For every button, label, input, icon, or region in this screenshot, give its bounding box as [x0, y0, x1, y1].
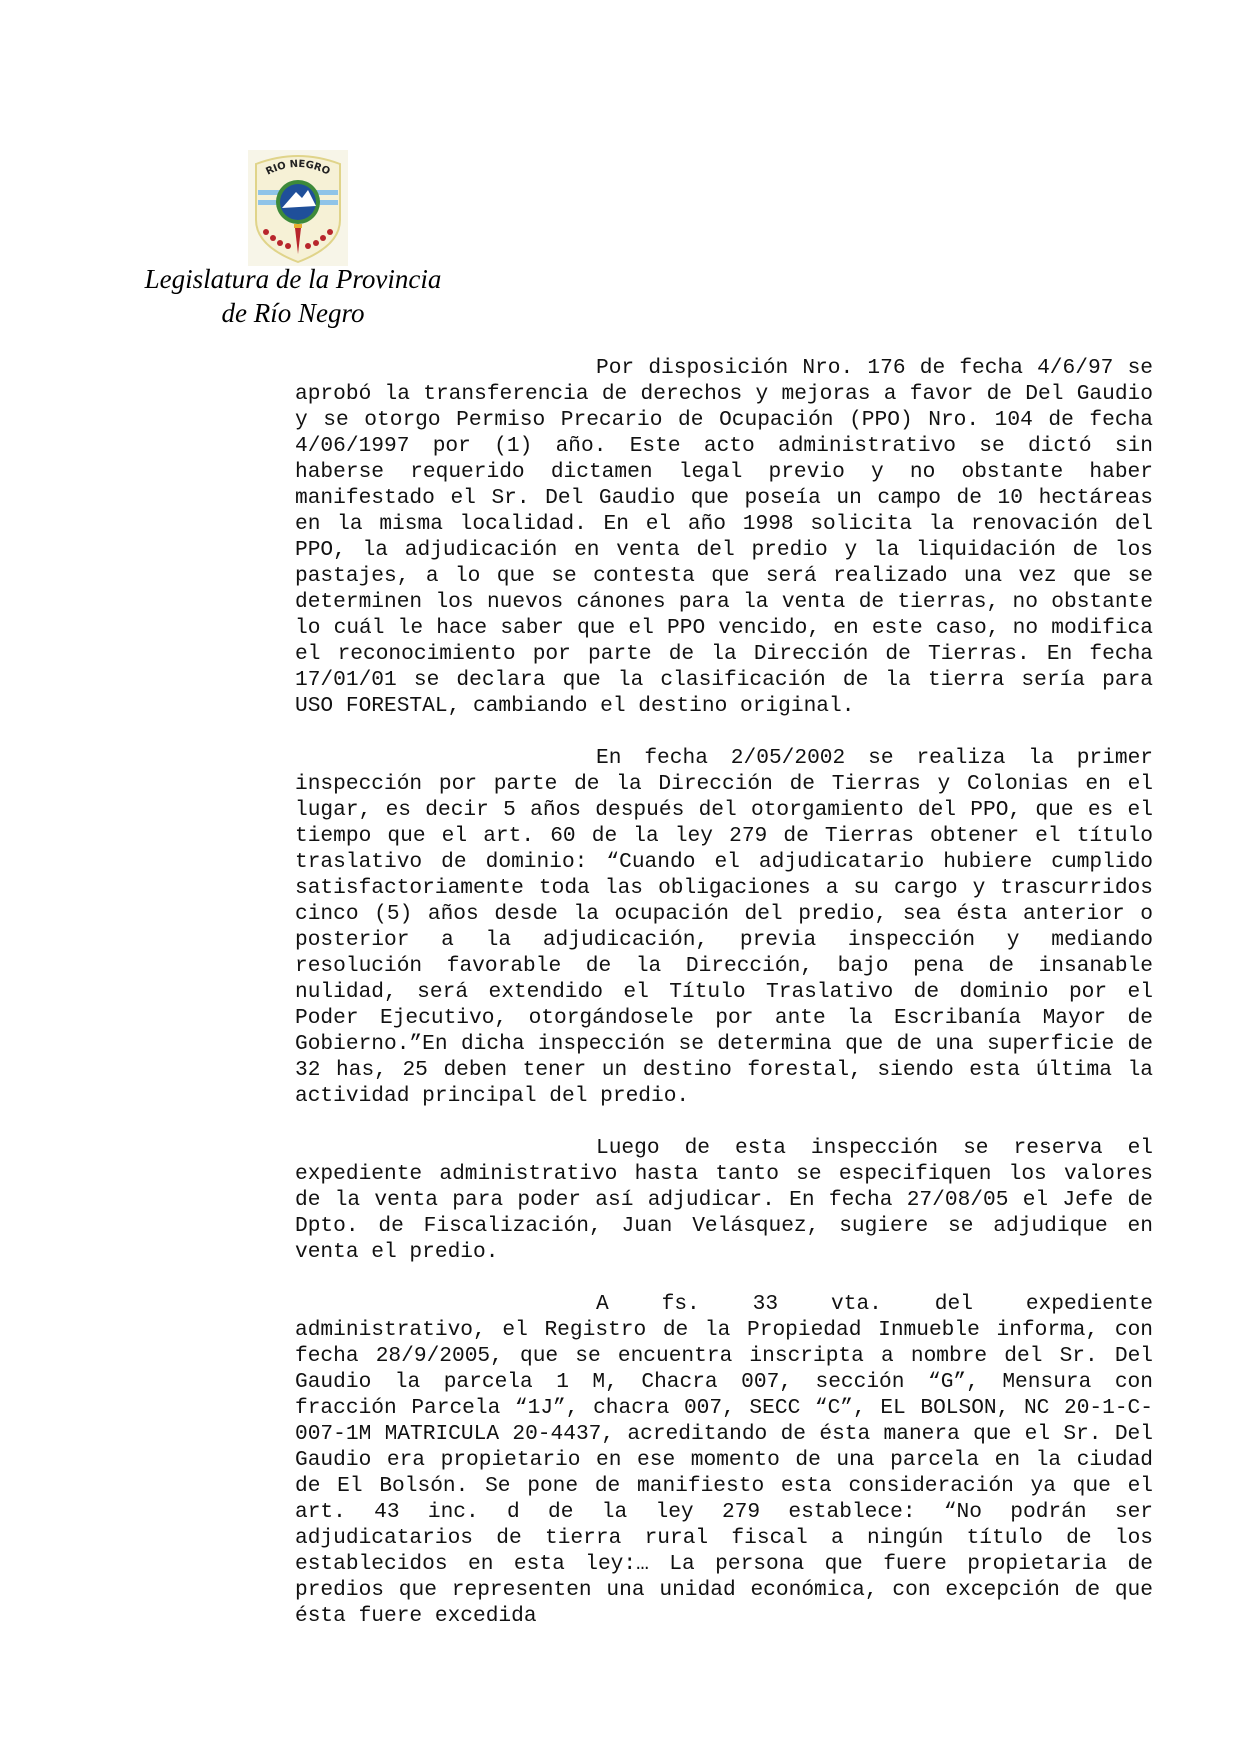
title-line-2: de Río Negro: [221, 298, 365, 328]
logo-text: RIO NEGRO: [264, 158, 332, 178]
paragraph-reserva-expediente: Luego de esta inspección se reserva el expediente administrativo hasta tanto se especifiquen los valores de la venta para poder así adjudicar. En fecha 27/08/05 el Jefe de Dpto. de Fiscalización, Juan Velásquez, sugiere se adjudique en venta el predio.: [295, 1136, 1153, 1264]
paragraph-disposicion: Por disposición Nro. 176 de fecha 4/6/97 se aprobó la transferencia de derechos y mejoras a favor de Del Gaudio y se otorgo Permiso Precario de Ocupación (PPO) Nro. 104 de fecha 4/06/1997 por (1) año. Este acto administrativo se dictó sin haberse requerido dictamen legal previo y no obstante haber manifestado el Sr. Del Gaudio que poseía un campo de 10 hectáreas en la misma localidad. En el año 1998 solicita la renovación del PPO, la adjudicación en venta del predio y la liquidación de los pastajes, a lo que se contesta que será realizado una vez que se determinen los nuevos cánones para la venta de tierras, no obstante lo cuál le hace saber que el PPO vencido, en este caso, no modifica el reconocimiento por parte de la Dirección de Tierras. En fecha 17/01/01 se declara que la clasificación de la tierra sería para USO FORESTAL, cambiando el destino original.: [295, 356, 1153, 718]
coat-of-arms-icon: [248, 150, 348, 266]
legislature-title: [120, 262, 466, 330]
title-line-1: Legislatura de la Provincia: [144, 264, 442, 294]
rio-negro-coat-of-arms-logo: [248, 150, 348, 266]
paragraph-inspeccion: En fecha 2/05/2002 se realiza la primer inspección por parte de la Dirección de Tierras y Colonias en el lugar, es decir 5 años después del otorgamiento del PPO, que es el tiempo que el art. 60 de la ley 279 de Tierras obtener el título traslativo de dominio: “Cuando el adjudicatario hubiere cumplido satisfactoriamente toda las obligaciones a su cargo y trascurridos cinco (5) años desde la ocupación del predio, sea ésta anterior o posterior a la adjudicación, previa inspección y mediando resolución favorable de la Dirección, bajo pena de insanable nulidad, será extendido el Título Traslativo de dominio por el Poder Ejecutivo, otorgándosele por ante la Escribanía Mayor de Gobierno.”En dicha inspección se determina que de una superficie de 32 has, 25 deben tener un destino forestal, siendo esta última la actividad principal del predio.: [295, 746, 1153, 1108]
paragraph-registro-propiedad: A fs. 33 vta. del expediente administrativo, el Registro de la Propiedad Inmueble informa, con fecha 28/9/2005, que se encuentra inscripta a nombre del Sr. Del Gaudio la parcela 1 M, Chacra 007, sección “G”, Mensura con fracción Parcela “1J”, chacra 007, SECC “C”, EL BOLSON, NC 20-1-C-007-1M MATRICULA 20-4437, acreditando de ésta manera que el Sr. Del Gaudio era propietario en ese momento de una parcela en la ciudad de El Bolsón. Se pone de manifiesto esta consideración ya que el art. 43 inc. d de la ley 279 establece: “No podrán ser adjudicatarios de tierra rural fiscal a ningún título de los establecidos en esta ley:… La persona que fuere propietaria de predios que representen una unidad económica, con excepción de que ésta fuere excedida: [295, 1292, 1153, 1628]
document-body: [295, 355, 1153, 1629]
